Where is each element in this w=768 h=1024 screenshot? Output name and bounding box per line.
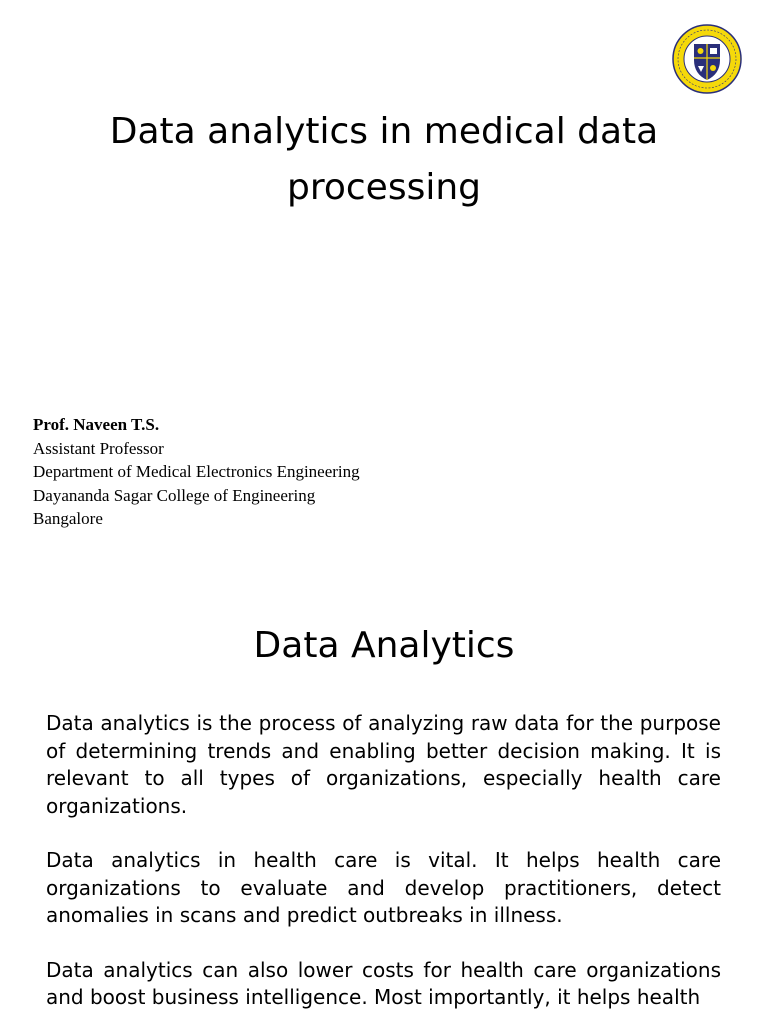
author-block <box>33 413 533 531</box>
author-college: Dayananda Sagar College of Engineering <box>33 485 316 505</box>
paragraph: Data analytics in health care is vital. It helps health care organizations to evaluate and develop practitioners, detect anomalies in scans and predict outbreaks in illness. <box>46 848 721 927</box>
section-title: Data Analytics <box>253 625 515 666</box>
author-name: Prof. Naveen T.S. <box>33 415 160 434</box>
paragraph: Data analytics can also lower costs for health care organizations and boost business intelligence. Most importantly, it helps health <box>46 957 721 1009</box>
institution-seal-icon <box>672 24 742 94</box>
slide-title: Data analytics in medical data processing <box>109 111 659 208</box>
author-designation: Assistant Professor <box>33 438 164 458</box>
content-slide <box>0 580 768 1024</box>
slide-body <box>46 710 721 1024</box>
author-city: Bangalore <box>33 509 103 528</box>
paragraph: Data analytics is the process of analyzing raw data for the purpose of determining trends and enabling better decision making. It is relevant to all types of organizations, especially health care organizations. <box>46 711 721 818</box>
author-department: Department of Medical Electronics Engineering <box>33 462 360 481</box>
